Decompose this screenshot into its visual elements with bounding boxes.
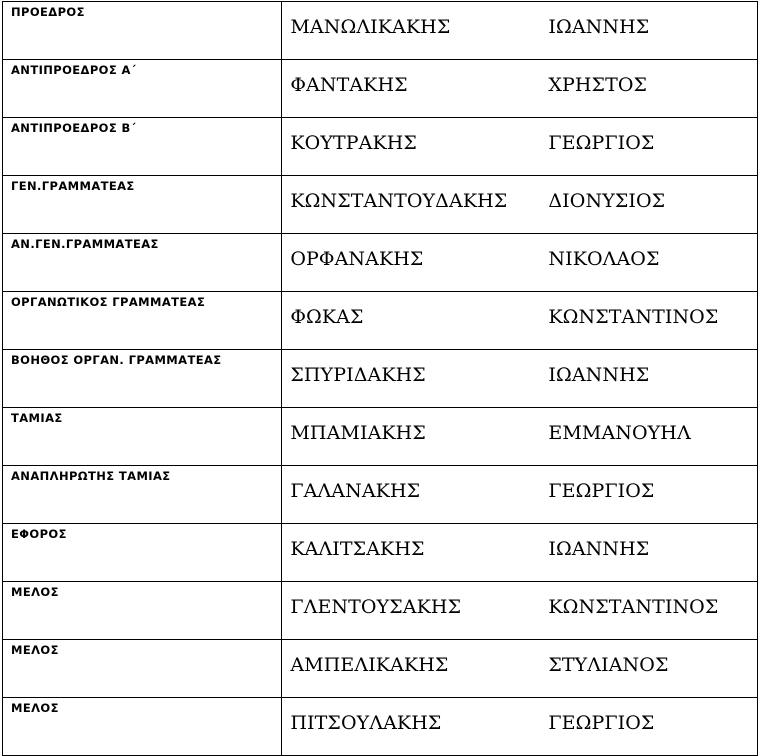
first-name: ΙΩΑΝΝΗΣ (548, 364, 650, 386)
first-name: ΝΙΚΟΛΑΟΣ (548, 248, 660, 270)
person-cell (282, 698, 758, 756)
first-name: ΚΩΝΣΤΑΝΤΙΝΟΣ (548, 306, 719, 328)
table-row (3, 118, 758, 176)
person-cell (282, 408, 758, 466)
person-cell (282, 60, 758, 118)
role-cell: ΒΟΗΘΟΣ ΟΡΓΑΝ. ΓΡΑΜΜΑΤΕΑΣ (3, 350, 282, 408)
surname: ΦΩΚΑΣ (290, 306, 364, 328)
role-cell: ΑΝΑΠΛΗΡΩΤΗΣ ΤΑΜΙΑΣ (3, 466, 282, 524)
person-cell (282, 118, 758, 176)
first-name: ΓΕΩΡΓΙΟΣ (548, 480, 655, 502)
surname: ΠΙΤΣΟΥΛΑΚΗΣ (290, 712, 442, 734)
surname: ΜΑΝΩΛΙΚΑΚΗΣ (290, 16, 451, 38)
table-row (3, 524, 758, 582)
surname: ΑΜΠΕΛΙΚΑΚΗΣ (290, 654, 449, 676)
table-row (3, 60, 758, 118)
table-row (3, 292, 758, 350)
person-cell (282, 640, 758, 698)
first-name: ΣΤΥΛΙΑΝΟΣ (548, 654, 669, 676)
first-name: ΓΕΩΡΓΙΟΣ (548, 712, 655, 734)
surname: ΓΑΛΑΝΑΚΗΣ (290, 480, 421, 502)
surname: ΜΠΑΜΙΑΚΗΣ (290, 422, 426, 444)
role-cell: ΟΡΓΑΝΩΤΙΚΟΣ ΓΡΑΜΜΑΤΕΑΣ (3, 292, 282, 350)
surname: ΦΑΝΤΑΚΗΣ (290, 74, 408, 96)
person-cell (282, 466, 758, 524)
first-name: ΔΙΟΝΥΣΙΟΣ (548, 190, 666, 212)
table-row (3, 640, 758, 698)
first-name: ΚΩΝΣΤΑΝΤΙΝΟΣ (548, 596, 719, 618)
person-cell (282, 582, 758, 640)
role-cell: ΜΕΛΟΣ (3, 582, 282, 640)
surname: ΚΩΝΣΤΑΝΤΟΥΔΑΚΗΣ (290, 190, 508, 212)
first-name: ΙΩΑΝΝΗΣ (548, 538, 650, 560)
person-cell (282, 524, 758, 582)
first-name: ΧΡΗΣΤΟΣ (548, 74, 648, 96)
role-cell: ΓΕΝ.ΓΡΑΜΜΑΤΕΑΣ (3, 176, 282, 234)
person-cell (282, 350, 758, 408)
role-cell: ΑΝΤΙΠΡΟΕΔΡΟΣ Α΄ (3, 60, 282, 118)
table-row (3, 408, 758, 466)
table-row (3, 350, 758, 408)
role-cell: ΕΦΟΡΟΣ (3, 524, 282, 582)
role-cell: ΜΕΛΟΣ (3, 640, 282, 698)
board-members-body (3, 2, 758, 756)
person-cell (282, 2, 758, 60)
role-cell: ΑΝ.ΓΕΝ.ΓΡΑΜΜΑΤΕΑΣ (3, 234, 282, 292)
table-row (3, 234, 758, 292)
role-cell: ΠΡΟΕΔΡΟΣ (3, 2, 282, 60)
person-cell (282, 292, 758, 350)
first-name: ΕΜΜΑΝΟΥΗΛ (548, 422, 691, 444)
table-row (3, 176, 758, 234)
table-row (3, 698, 758, 756)
surname: ΚΟΥΤΡΑΚΗΣ (290, 132, 417, 154)
board-members-table (2, 1, 758, 756)
table-row (3, 582, 758, 640)
first-name: ΙΩΑΝΝΗΣ (548, 16, 650, 38)
first-name: ΓΕΩΡΓΙΟΣ (548, 132, 655, 154)
role-cell: ΜΕΛΟΣ (3, 698, 282, 756)
person-cell (282, 234, 758, 292)
role-cell: ΤΑΜΙΑΣ (3, 408, 282, 466)
surname: ΟΡΦΑΝΑΚΗΣ (290, 248, 424, 270)
surname: ΣΠΥΡΙΔΑΚΗΣ (290, 364, 426, 386)
role-cell: ΑΝΤΙΠΡΟΕΔΡΟΣ Β΄ (3, 118, 282, 176)
surname: ΓΛΕΝΤΟΥΣΑΚΗΣ (290, 596, 462, 618)
surname: ΚΑΛΙΤΣΑΚΗΣ (290, 538, 425, 560)
person-cell (282, 176, 758, 234)
table-row (3, 466, 758, 524)
table-row (3, 2, 758, 60)
